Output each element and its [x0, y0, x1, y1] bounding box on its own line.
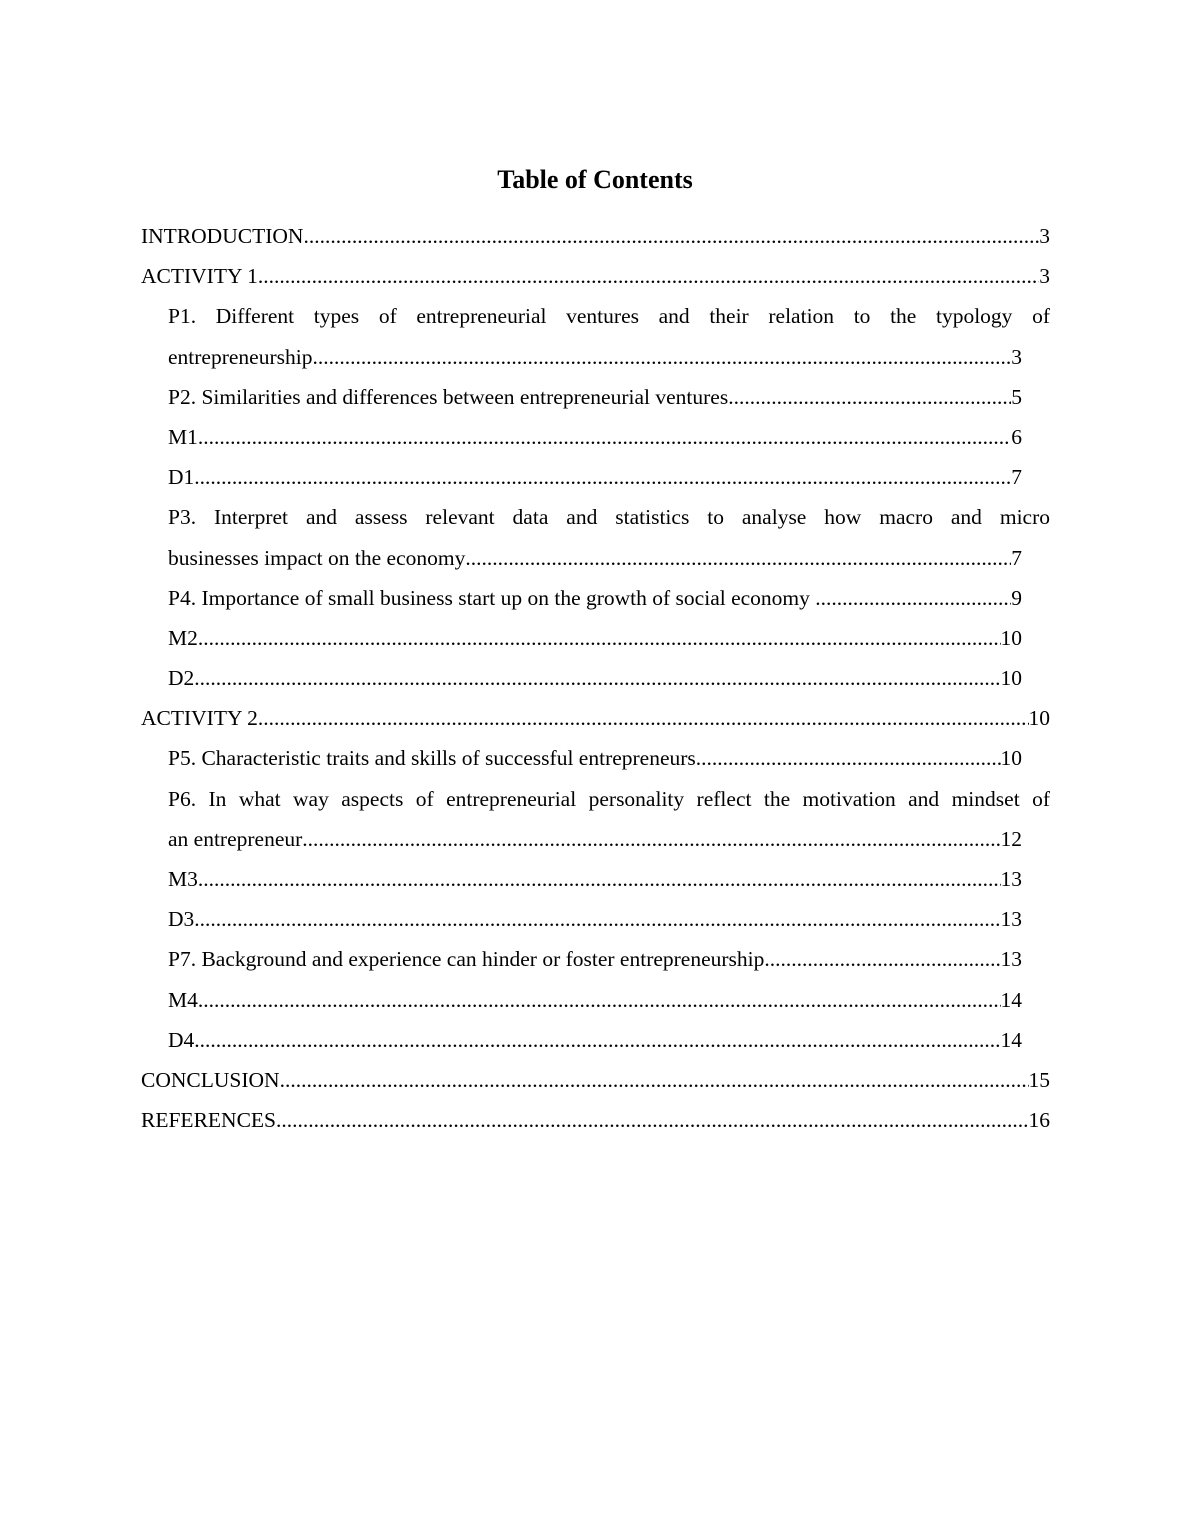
toc-page-number: 10 — [1028, 706, 1050, 731]
toc-entry-d3[interactable] — [168, 899, 1022, 939]
toc-page-number: 9 — [1011, 585, 1022, 610]
toc-page-number: 3 — [1039, 224, 1050, 248]
toc-entry-p2[interactable] — [168, 377, 1022, 417]
toc-page-number: 13 — [1000, 947, 1022, 972]
toc-page-number: 16 — [1028, 1108, 1050, 1133]
toc-entry-label: REFERENCES — [141, 1108, 276, 1133]
toc-entry-d1[interactable] — [168, 457, 1022, 497]
dot-leader — [276, 1100, 1029, 1140]
toc-entry-label: P4. Importance of small business start up on the growth of social economy — [168, 585, 816, 610]
toc-page-number: 15 — [1028, 1067, 1050, 1092]
toc-entry-label-line2: entrepreneurship — [168, 344, 313, 369]
toc-entry-conclusion[interactable] — [141, 1060, 1050, 1100]
toc-page-number: 3 — [1011, 344, 1022, 369]
toc-entry-label: D3 — [168, 907, 195, 932]
dot-leader — [198, 859, 1001, 899]
toc-entry-label: M4 — [168, 987, 198, 1012]
toc-entry-label: D4 — [168, 1027, 195, 1052]
toc-entry-label: D1 — [168, 465, 195, 490]
toc-entry-label: P7. Background and experience can hinder or foster entrepreneurship — [168, 947, 765, 972]
toc-page-number: 10 — [1000, 666, 1022, 691]
toc-entry-m3[interactable] — [168, 859, 1022, 899]
dot-leader — [312, 337, 1011, 377]
toc-page-number: 7 — [1011, 545, 1022, 570]
toc-page-number: 10 — [1000, 625, 1022, 650]
toc-entry-label: M1 — [168, 424, 198, 449]
toc-title: Table of Contents — [497, 165, 693, 194]
toc-entry-d2[interactable] — [168, 658, 1022, 698]
toc-page-number: 5 — [1011, 384, 1022, 409]
dot-leader — [258, 698, 1029, 738]
dot-leader — [465, 538, 1011, 578]
dot-leader — [198, 618, 1001, 658]
dot-leader — [280, 1060, 1029, 1100]
dot-leader — [194, 1020, 1000, 1060]
toc-entry-activity-2[interactable] — [141, 698, 1050, 738]
dot-leader — [302, 819, 1000, 859]
toc-page-number: 13 — [1000, 907, 1022, 932]
dot-leader — [194, 899, 1000, 939]
toc-entry-label-line2: an entrepreneur — [168, 826, 303, 851]
toc-entry-label: ACTIVITY 1 — [141, 264, 258, 289]
toc-entry-p1[interactable] — [168, 296, 1050, 376]
toc-page-number: 13 — [1000, 867, 1022, 892]
toc-entry-references[interactable] — [141, 1100, 1050, 1140]
toc-entry-label-line1: P3. Interpret and assess relevant data and statistics to analyse how macro and micro — [168, 505, 1050, 530]
dot-leader — [194, 658, 1000, 698]
dot-leader — [198, 980, 1001, 1020]
toc-entry-m2[interactable] — [168, 618, 1022, 658]
toc-entry-p7[interactable] — [168, 939, 1022, 979]
dot-leader — [194, 457, 1011, 497]
toc-entry-label: ACTIVITY 2 — [141, 706, 258, 731]
toc-entry-p6[interactable] — [168, 779, 1050, 859]
toc-entry-label-line2: businesses impact on the economy — [168, 545, 466, 570]
toc-page-number: 7 — [1011, 465, 1022, 490]
toc-page-number: 12 — [1000, 826, 1022, 851]
toc-entry-label: D2 — [168, 666, 195, 691]
toc-entry-label: INTRODUCTION — [141, 224, 304, 248]
dot-leader — [728, 377, 1011, 417]
toc-entry-m1[interactable] — [168, 417, 1022, 457]
toc-entry-activity-1[interactable] — [141, 256, 1050, 296]
dot-leader — [696, 738, 1001, 778]
toc-entry-label-line1: P1. Different types of entrepreneurial ventures and their relation to the typology of — [168, 304, 1050, 329]
toc-entry-label: P2. Similarities and differences between entrepreneurial ventures — [168, 384, 729, 409]
toc-entry-label: M3 — [168, 867, 198, 892]
toc-entry-introduction[interactable] — [141, 216, 1050, 256]
table-of-contents — [141, 216, 1050, 1140]
toc-page-number: 3 — [1039, 264, 1050, 289]
toc-entry-d4[interactable] — [168, 1020, 1022, 1060]
dot-leader — [258, 256, 1039, 296]
toc-page-number: 14 — [1000, 1027, 1022, 1052]
toc-entry-m4[interactable] — [168, 980, 1022, 1020]
toc-page-number: 6 — [1011, 424, 1022, 449]
toc-entry-label: CONCLUSION — [141, 1067, 280, 1092]
toc-entry-p4[interactable] — [168, 578, 1022, 618]
dot-leader — [764, 939, 1000, 979]
dot-leader — [198, 417, 1011, 457]
toc-entry-p5[interactable] — [168, 738, 1022, 778]
dot-leader — [303, 216, 1039, 256]
toc-page-number: 14 — [1000, 987, 1022, 1012]
toc-entry-label: M2 — [168, 625, 198, 650]
toc-page-number: 10 — [1000, 746, 1022, 771]
dot-leader — [815, 578, 1011, 618]
toc-entry-label-line1: P6. In what way aspects of entrepreneurial personality reflect the motivation and mindset of — [168, 786, 1050, 811]
toc-entry-p3[interactable] — [168, 497, 1050, 577]
toc-entry-label: P5. Characteristic traits and skills of successful entrepreneurs — [168, 746, 696, 771]
